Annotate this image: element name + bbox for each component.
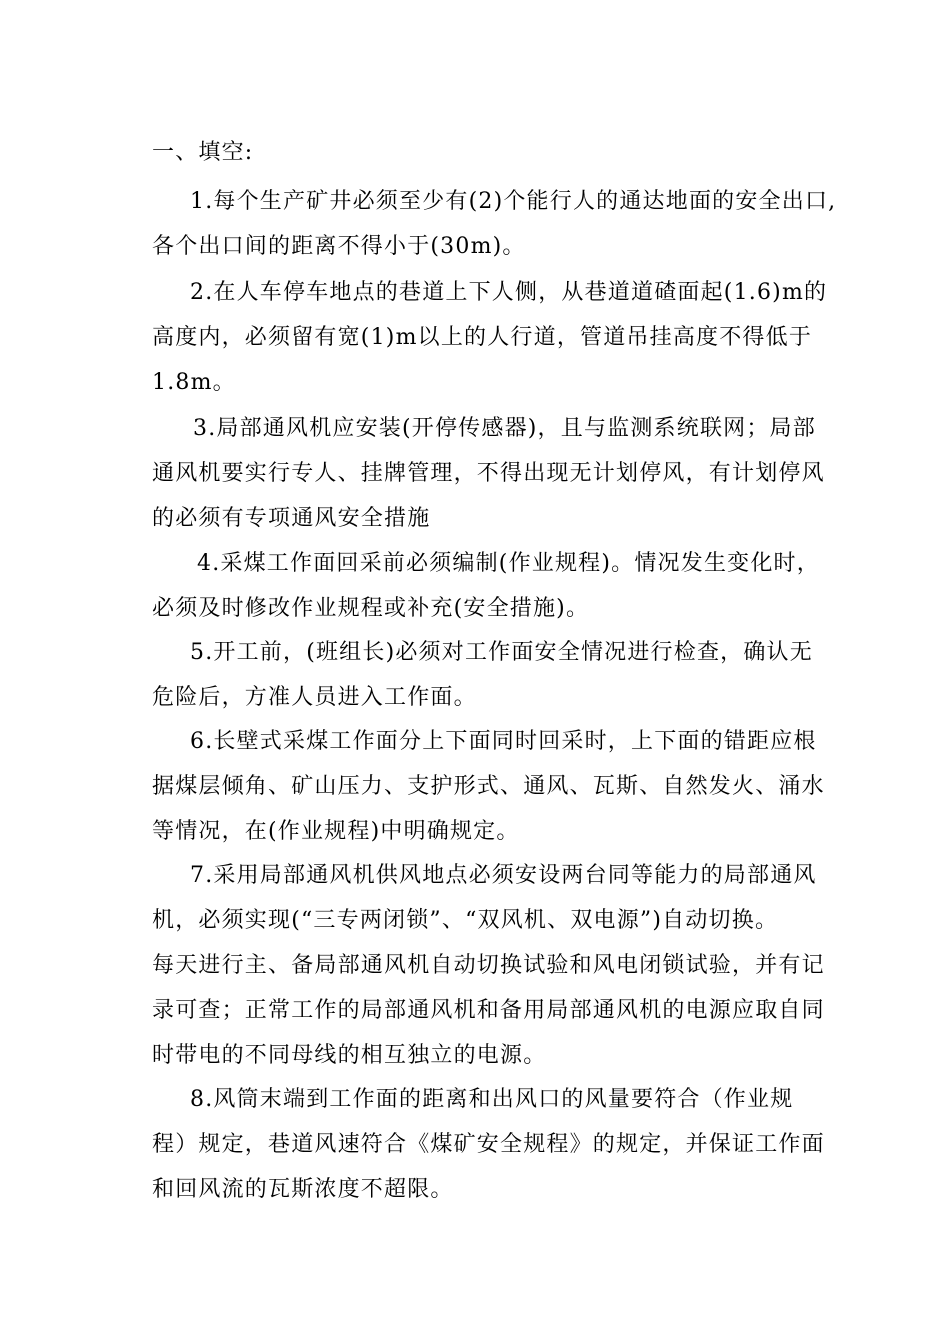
- item-7-line-1: 7.采用局部通风机供风地点必须安设两台同等能力的局部通风: [190, 863, 817, 888]
- section-heading: 一、填空:: [152, 140, 254, 165]
- item-4-line-1: 4.采煤工作面回采前必须编制(作业规程)。情况发生变化时，: [197, 551, 820, 576]
- item-7-line-2: 机，必须实现(“三专两闭锁”、“双风机、双电源”)自动切换。: [152, 908, 779, 933]
- item-6-line-2: 据煤层倾角、矿山压力、支护形式、通风、瓦斯、自然发火、涌水: [152, 774, 825, 799]
- item-1-line-2: 各个出口间的距离不得小于(30m)。: [152, 234, 526, 259]
- item-4-line-2: 必须及时修改作业规程或补充(安全措施)。: [152, 596, 590, 621]
- item-3-line-1: 3.局部通风机应安装(开停传感器)，且与监测系统联网；局部: [193, 416, 816, 441]
- item-6-line-3: 等情况，在(作业规程)中明确规定。: [152, 819, 520, 844]
- item-7-line-4: 录可查；正常工作的局部通风机和备用局部通风机的电源应取自同: [152, 998, 825, 1023]
- item-3-line-3: 的必须有专项通风安全措施: [152, 506, 431, 531]
- item-5-line-1: 5.开工前，(班组长)必须对工作面安全情况进行检查，确认无: [190, 640, 813, 665]
- item-1-line-1: 1.每个生产矿井必须至少有(2)个能行人的通达地面的安全出口,: [190, 189, 837, 214]
- item-6-line-1: 6.长壁式采煤工作面分上下面同时回采时，上下面的错距应根: [190, 729, 817, 754]
- item-7-line-3: 每天进行主、备局部通风机自动切换试验和风电闭锁试验，并有记: [152, 953, 825, 978]
- item-8-line-3: 和回风流的瓦斯浓度不超限。: [152, 1177, 454, 1202]
- item-8-line-1: 8.风筒末端到工作面的距离和出风口的风量要符合（作业规: [190, 1087, 794, 1112]
- item-2-line-3: 1.8m。: [152, 370, 236, 395]
- item-5-line-2: 危险后，方准人员进入工作面。: [152, 685, 477, 710]
- item-8-line-2: 程）规定，巷道风速符合《煤矿安全规程》的规定，并保证工作面: [152, 1132, 825, 1157]
- item-2-line-1: 2.在人车停车地点的巷道上下人侧，从巷道道碴面起(1.6)m的: [190, 280, 828, 305]
- item-2-line-2: 高度内，必须留有宽(1)m以上的人行道，管道吊挂高度不得低于: [152, 325, 813, 350]
- item-7-line-5: 时带电的不同母线的相互独立的电源。: [152, 1043, 547, 1068]
- item-3-line-2: 通风机要实行专人、挂牌管理，不得出现无计划停风，有计划停风: [152, 461, 825, 486]
